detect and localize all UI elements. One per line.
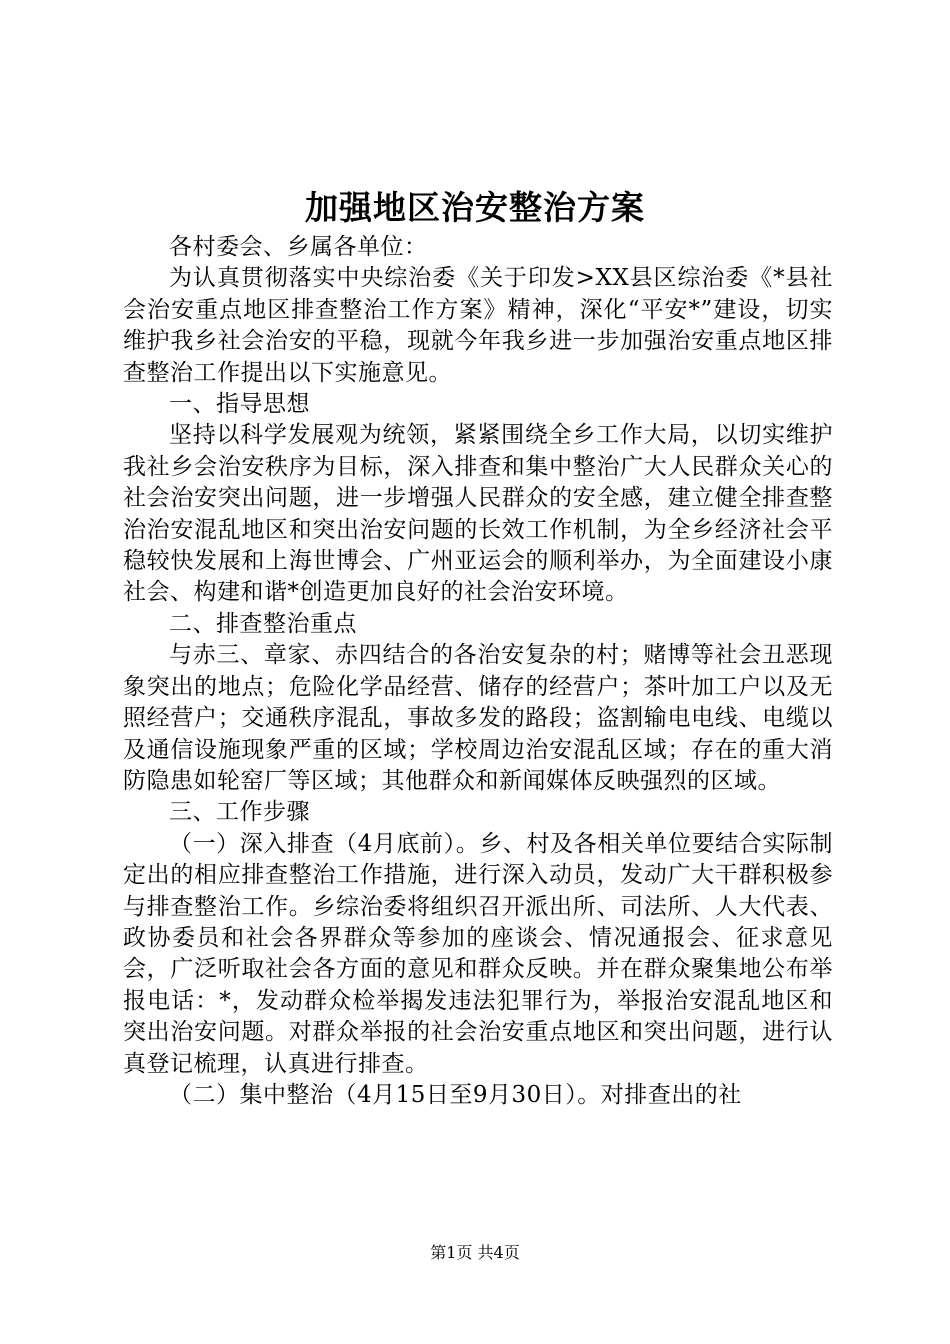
salutation-paragraph: 各村委会、乡属各单位： <box>169 234 428 260</box>
document-body <box>123 232 833 1111</box>
document-title: 加强地区治安整治方案 <box>305 188 645 227</box>
section-heading-guiding-ideology: 一、指导思想 <box>169 391 310 418</box>
key-points-paragraph: 与赤三、章家、赤四结合的各治安复杂的村；赌博等社会丑恶现象突出的地点；危险化学品经营、储存的经营户；茶叶加工户以及无照经营户；交通秩序混乱，事故多发的路段；盗割输电电线、电缆以及通信设施现象严重的区域；学校周边治安混乱区域；存在的重大消防隐患如轮窑厂等区域；其他群众和新闻媒体反映强烈的区域。 <box>123 642 833 794</box>
page-number-footer: 第1页 共4页 <box>430 1243 520 1262</box>
work-step-1-paragraph: （一）深入排查（4月底前）。乡、村及各相关单位要结合实际制定出的相应排查整治工作措施，进行深入动员，发动广大干群积极参与排查整治工作。乡综治委将组织召开派出所、司法所、人大代表、政协委员和社会各界群众等参加的座谈会、情况通报会、征求意见会，广泛听取社会各方面的意见和群众反映。并在群众聚集地公布举报电话：*，发动群众检举揭发违法犯罪行为，举报治安混乱地区和突出治安问题。对群众举报的社会治安重点地区和突出问题，进行认真登记梳理，认真进行排查。 <box>123 830 833 1077</box>
guiding-ideology-paragraph: 坚持以科学发展观为统领，紧紧围绕全乡工作大局，以切实维护我社乡会治安秩序为目标，深入排查和集中整治广大人民群众关心的社会治安突出问题，进一步增强人民群众的安全感，建立健全排查整治治安混乱地区和突出治安问题的长效工作机制，为全乡经济社会平稳较快发展和上海世博会、广州亚运会的顺利举办，为全面建设小康社会、构建和谐*创造更加良好的社会治安环境。 <box>123 422 833 606</box>
work-step-2-paragraph: （二）集中整治（4月15日至9月30日）。对排查出的社 <box>169 1081 742 1108</box>
intro-paragraph: 为认真贯彻落实中央综治委《关于印发>XX县区综治委《*县社会治安重点地区排查整治工作方案》精神，深化“平安*”建设，切实维护我乡社会治安的平稳，现就今年我乡进一步加强治安重点地区排查整治工作提出以下实施意见。 <box>123 265 833 386</box>
section-heading-work-steps: 三、工作步骤 <box>169 799 310 826</box>
section-heading-key-points: 二、排查整治重点 <box>169 610 357 637</box>
